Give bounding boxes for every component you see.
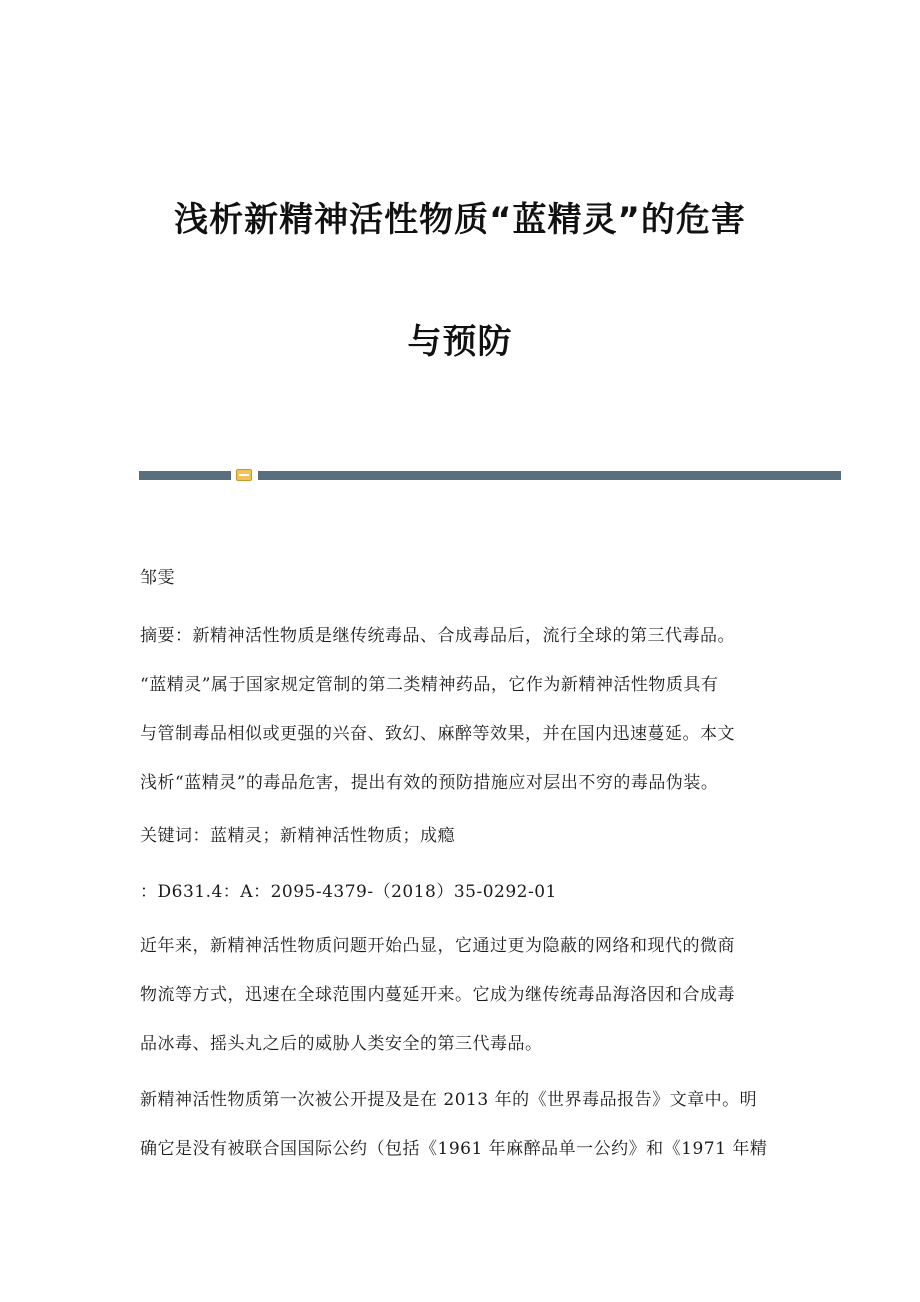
body-paragraph-2-line-2: 确它是没有被联合国国际公约（包括《1961 年麻醉品单一公约》和《1971 年精 (140, 1139, 768, 1159)
divider-ornament-icon (236, 469, 252, 481)
body-paragraph-1-line-3: 品冰毒、摇头丸之后的威胁人类安全的第三代毒品。 (140, 1034, 543, 1054)
keywords: 关键词：蓝精灵；新精神活性物质；成瘾 (140, 826, 455, 846)
body-paragraph-1-line-2: 物流等方式，迅速在全球范围内蔓延开来。它成为继传统毒品海洛因和合成毒 (140, 985, 735, 1005)
document-title-line-2: 与预防 (407, 322, 513, 362)
title-divider-left (139, 471, 231, 480)
document-title-line-1: 浅析新精神活性物质“蓝精灵”的危害 (174, 200, 746, 240)
body-paragraph-1-line-1: 近年来，新精神活性物质问题开始凸显，它通过更为隐蔽的网络和现代的微商 (140, 936, 735, 956)
title-divider-right (258, 471, 841, 480)
abstract-line-3: 与管制毒品相似或更强的兴奋、致幻、麻醉等效果，并在国内迅速蔓延。本文 (140, 724, 735, 744)
body-paragraph-2-line-1: 新精神活性物质第一次被公开提及是在 2013 年的《世界毒品报告》文章中。明 (140, 1090, 758, 1110)
abstract-line-1: 摘要：新精神活性物质是继传统毒品、合成毒品后，流行全球的第三代毒品。 (140, 626, 735, 646)
abstract-line-2: “蓝精灵”属于国家规定管制的第二类精神药品，它作为新精神活性物质具有 (140, 675, 719, 695)
classification-code: ：D631.4：A：2095-4379-（2018）35-0292-01 (140, 882, 557, 902)
abstract-line-4: 浅析“蓝精灵”的毒品危害，提出有效的预防措施应对层出不穷的毒品伪装。 (140, 773, 719, 793)
author-name: 邹雯 (140, 568, 175, 588)
